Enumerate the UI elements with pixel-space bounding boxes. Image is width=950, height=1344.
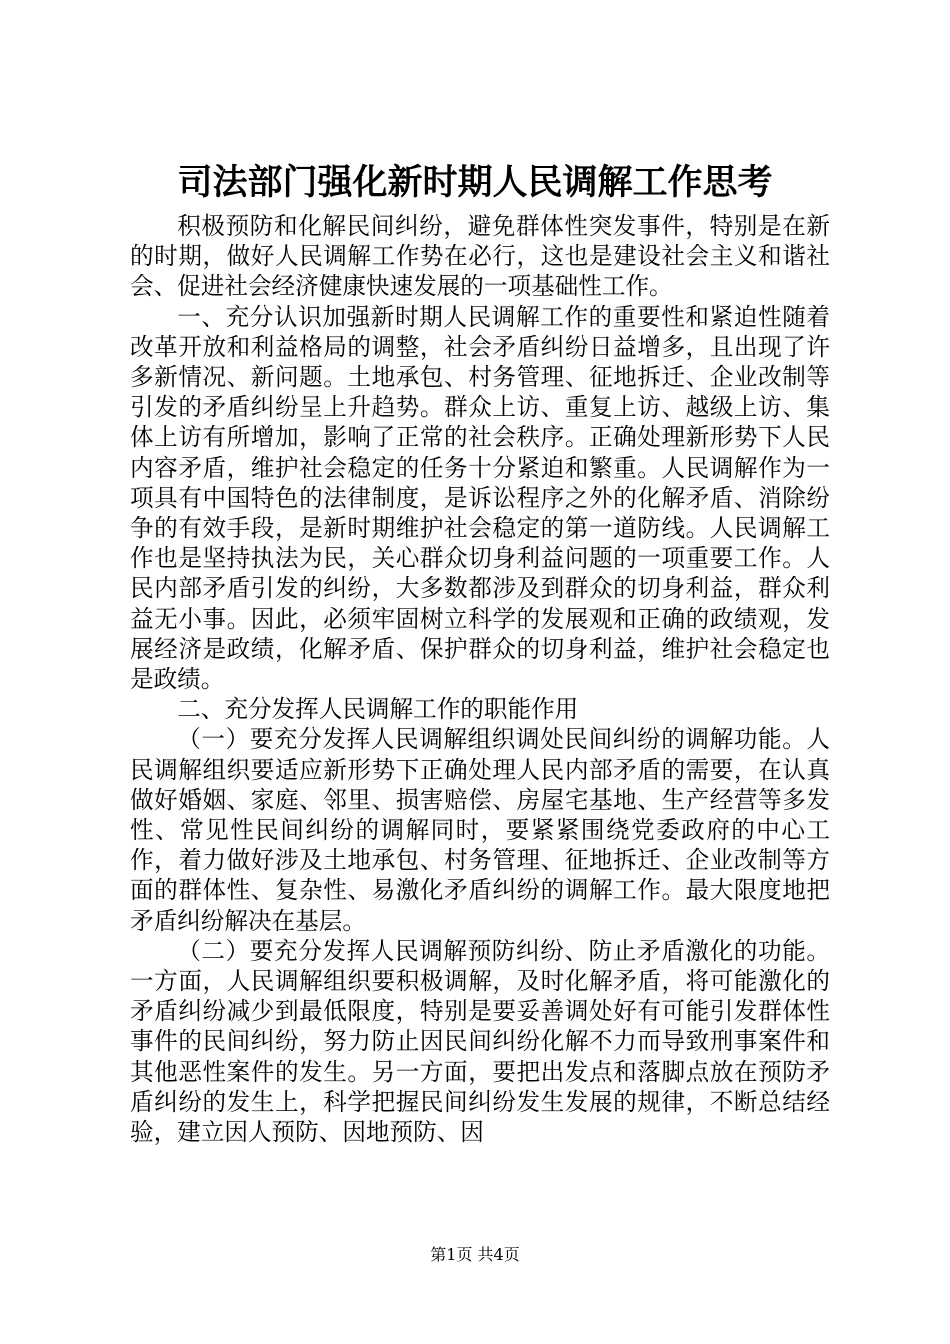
page-number-footer: 第1页 共4页: [430, 1245, 520, 1264]
document-body: [130, 211, 830, 1147]
paragraph-section-one: 一、充分认识加强新时期人民调解工作的重要性和紧迫性随着改革开放和利益格局的调整，社会矛盾纠纷日益增多，且出现了许多新情况、新问题。土地承包、村务管理、征地拆迁、企业改制等引发的矛盾纠纷呈上升趋势。群众上访、重复上访、越级上访、集体上访有所增加，影响了正常的社会秩序。正确处理新形势下人民内容矛盾，维护社会稳定的任务十分紧迫和繁重。人民调解作为一项具有中国特色的法律制度，是诉讼程序之外的化解矛盾、消除纷争的有效手段，是新时期维护社会稳定的第一道防线。人民调解工作也是坚持执法为民，关心群众切身利益问题的一项重要工作。人民内部矛盾引发的纠纷，大多数都涉及到群众的切身利益，群众利益无小事。因此，必须牢固树立科学的发展观和正确的政绩观，发展经济是政绩，化解矛盾、保护群众的切身利益，维护社会稳定也是政绩。: [130, 302, 830, 694]
document-title: 司法部门强化新时期人民调解工作思考: [177, 162, 773, 203]
paragraph-subsection-one: （一）要充分发挥人民调解组织调处民间纠纷的调解功能。人民调解组织要适应新形势下正确处理人民内部矛盾的需要，在认真做好婚姻、家庭、邻里、损害赔偿、房屋宅基地、生产经营等多发性、常见性民间纠纷的调解同时，要紧紧围绕党委政府的中心工作，着力做好涉及土地承包、村务管理、征地拆迁、企业改制等方面的群体性、复杂性、易激化矛盾纠纷的调解工作。最大限度地把矛盾纠纷解决在基层。: [130, 725, 830, 935]
section-heading-two: 二、充分发挥人民调解工作的职能作用: [177, 695, 579, 724]
paragraph-intro: 积极预防和化解民间纠纷，避免群体性突发事件，特别是在新的时期，做好人民调解工作势在必行，这也是建设社会主义和谐社会、促进社会经济健康快速发展的一项基础性工作。: [130, 212, 830, 301]
paragraph-subsection-two: （二）要充分发挥人民调解预防纠纷、防止矛盾激化的功能。一方面，人民调解组织要积极调解，及时化解矛盾，将可能激化的矛盾纠纷减少到最低限度，特别是要妥善调处好有可能引发群体性事件的民间纠纷，努力防止因民间纠纷化解不力而导致刑事案件和其他恶性案件的发生。另一方面，要把出发点和落脚点放在预防矛盾纠纷的发生上，科学把握民间纠纷发生发展的规律，不断总结经验，建立因人预防、因地预防、因: [130, 936, 830, 1147]
